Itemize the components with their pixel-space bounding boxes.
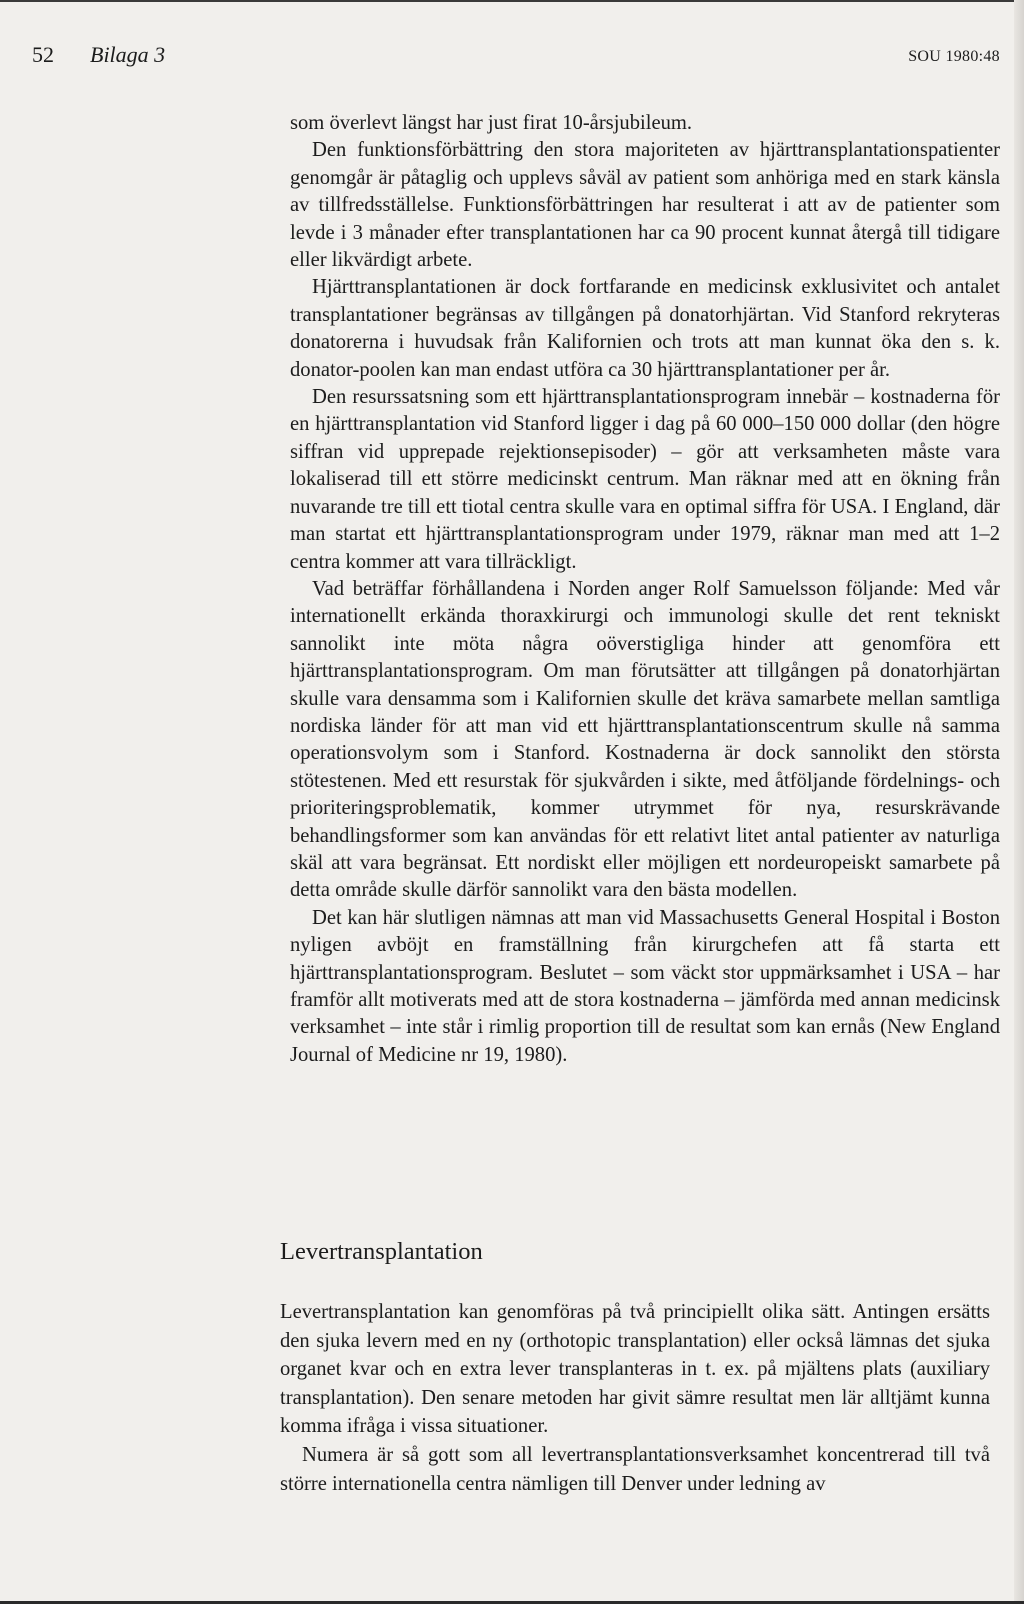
right-scan-edge <box>1014 0 1024 1604</box>
page-number: 52 <box>32 42 54 67</box>
section-levertransplantation <box>280 1236 990 1498</box>
paragraph: Vad beträffar förhållandena i Norden anger Rolf Samuelsson följande: Med vår internationellt erkända thoraxkirurgi och immunologi skulle det rent tekniskt sannolikt inte möta några oöverstigliga hinder att genomföra ett hjärttransplantationsprogram. Om man förutsätter att tillgången på donatorhjärtan skulle vara densamma som i Kalifornien skulle det kräva samarbete mellan samtliga nordiska länder för att man vid ett hjärttransplantationscentrum skulle nå samma operationsvolym som i Stanford. Kostnaderna är dock sannolikt den största stötestenen. Med ett resurstak för sjukvården i sikte, med åtföljande fördelnings- och prioriteringsproblematik, kommer utrymmet för nya, resurskrävande behandlingsformer som kan användas för ett relativt litet antal patienter av naturliga skäl att vara begränsat. Ett nordiskt eller möjligen ett nordeuropeiskt samarbete på detta område skulle därför sannolikt vara den bästa modellen. <box>290 577 1000 902</box>
paragraph: Den funktionsförbättring den stora majoriteten av hjärttransplantationspatienter genomgår är påtaglig och upplevs såväl av patient som anhöriga med en stark känsla av tillfredsställelse. Funktionsförbättringen har resulterat i att av de patienter som levde i 3 månader efter transplantationen har ca 90 procent kunnat återgå till tidigare eller likvärdigt arbete. <box>290 139 1000 272</box>
section-body-text <box>280 1298 990 1498</box>
running-header <box>32 42 1000 70</box>
series-reference: SOU 1980:48 <box>908 48 1000 65</box>
paragraph: Det kan här slutligen nämnas att man vid Massachusetts General Hospital i Boston nyligen avböjt en framställning från kirurgchefen att få starta ett hjärttransplantationsprogram. Beslutet – som väckt stor uppmärksamhet i USA – har framför allt motiverats med att de stora kostnaderna – jämförda med annan medicinsk verksamhet – inte står i rimlig proportion till de resultat som kan ernås (New England Journal of Medicine nr 19, 1980). <box>290 906 1000 1066</box>
appendix-label: Bilaga 3 <box>90 42 166 67</box>
paragraph: Hjärttransplantationen är dock fortfarande en medicinsk exklusivitet och antalet transplantationer begränsas av tillgången på donatorhjärtan. Vid Stanford rekryteras donatorerna i huvudsak från Kalifornien och trots att man kunnat öka den s. k. donator-poolen kan man endast utföra ca 30 hjärttransplantationer per år. <box>290 276 1000 381</box>
main-body-text <box>290 110 1000 1069</box>
paragraph: Levertransplantation kan genomföras på två principiellt olika sätt. Antingen ersätts den sjuka levern med en ny (orthotopic transplantation) eller också lämnas det sjuka organet kvar och en extra lever transplanteras in t. ex. på mjältens plats (auxiliary transplantation). Den senare metoden har givit sämre resultat men lär alltjämt kunna komma ifråga i vissa situationer. <box>280 1301 990 1438</box>
section-heading: Levertransplantation <box>280 1238 483 1265</box>
top-scan-edge <box>0 0 1024 2</box>
paragraph: Numera är så gott som all levertransplantationsverksamhet koncentrerad till två större internationella centra nämligen till Denver under ledning av <box>280 1443 990 1495</box>
paragraph: som överlevt längst har just firat 10-årsjubileum. <box>290 112 693 134</box>
paragraph: Den resurssatsning som ett hjärttransplantationsprogram innebär – kostnaderna för en hjärttransplantation vid Stanford ligger i dag på 60 000–150 000 dollar (den högre siffran vid upprepade rejektionsepisoder) – gör att verksamheten måste vara lokaliserad till ett större medicinskt centrum. Man räknar med att en ökning från nuvarande tre till ett tiotal centra skulle vara en optimal siffra för USA. I England, där man startat ett hjärttransplantationsprogram under 1979, räknar man med att 1–2 centra kommer att vara tillräckligt. <box>290 386 1000 573</box>
